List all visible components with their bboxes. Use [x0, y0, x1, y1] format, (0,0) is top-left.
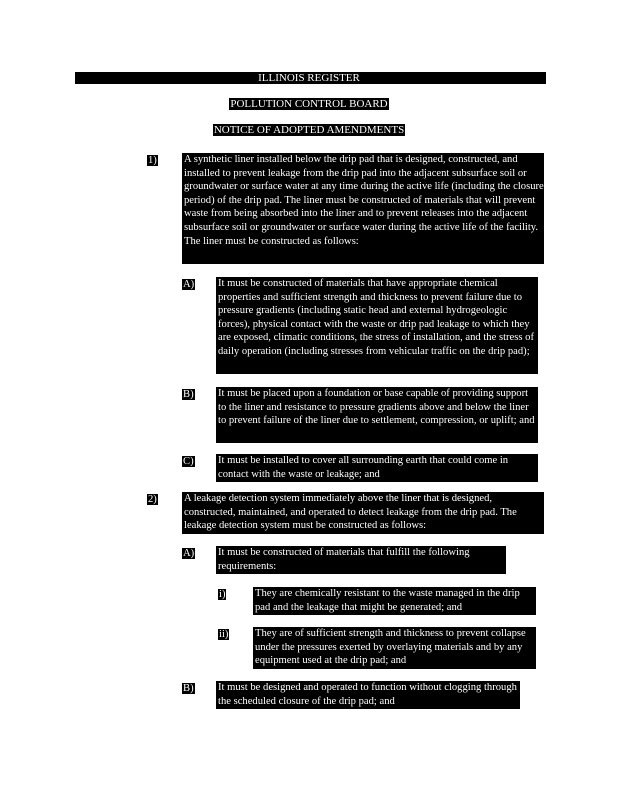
item-text: A leakage detection system immediately above the liner that is designed, constructed, maintained, and operated to detect leakage from the drip pad. The leakage detection system must be constructed as follows:	[184, 493, 517, 532]
register-title: ILLINOIS REGISTER	[258, 72, 360, 84]
item-label: 1)	[148, 155, 157, 166]
subsubitem-text: They are of sufficient strength and thickness to prevent collapse under the pressures exerted by overlaying materials and by any equipment used at the drip pad; and	[255, 628, 526, 667]
subitem-label: A)	[183, 548, 195, 559]
board-title: POLLUTION CONTROL BOARD	[230, 98, 388, 110]
notice-title: NOTICE OF ADOPTED AMENDMENTS	[213, 124, 405, 136]
subitem-label: B)	[183, 389, 194, 400]
subitem-label: C)	[183, 456, 194, 467]
subitem-label: A)	[183, 279, 195, 290]
subsubitem-text: They are chemically resistant to the waste managed in the drip pad and the leakage that might be generated; and	[255, 588, 520, 613]
item-label: 2)	[148, 494, 157, 505]
item-text: A synthetic liner installed below the drip pad that is designed, constructed, and installed to prevent leakage from the drip pad into the adjacent subsurface soil or groundwater or surface water at any time during the active life (including the closure period) of the drip pad. The liner must be constructed of materials that will prevent waste from being absorbed into the liner and to prevent releases into the adjacent subsurface soil or groundwater or surface water during the active life of the facility. The liner must be constructed as follows:	[184, 154, 544, 247]
subsubitem-label: ii)	[219, 629, 229, 640]
subitem-text: It must be designed and operated to function without clogging through the scheduled closure of the drip pad; and	[218, 682, 517, 707]
subitem-text: It must be constructed of materials that fulfill the following requirements:	[218, 547, 470, 572]
subitem-text: It must be installed to cover all surrounding earth that could come in contact with the waste or leakage; and	[218, 455, 509, 480]
subitem-text: It must be constructed of materials that have appropriate chemical properties and sufficient strength and thickness to prevent failure due to pressure gradients (including static head and external hydrogeologic forces), physical contact with the waste or drip pad leakage to which they are exposed, climatic conditions, the stress of installation, and the stress of daily operation (including stresses from vehicular traffic on the drip pad);	[218, 278, 534, 357]
subsubitem-label: i)	[219, 589, 226, 600]
subitem-label: B)	[183, 683, 194, 694]
subitem-text: It must be placed upon a foundation or base capable of providing support to the liner and resistance to pressure gradients above and below the liner to prevent failure of the liner due to settlement, compression, or uplift; and	[218, 388, 535, 427]
